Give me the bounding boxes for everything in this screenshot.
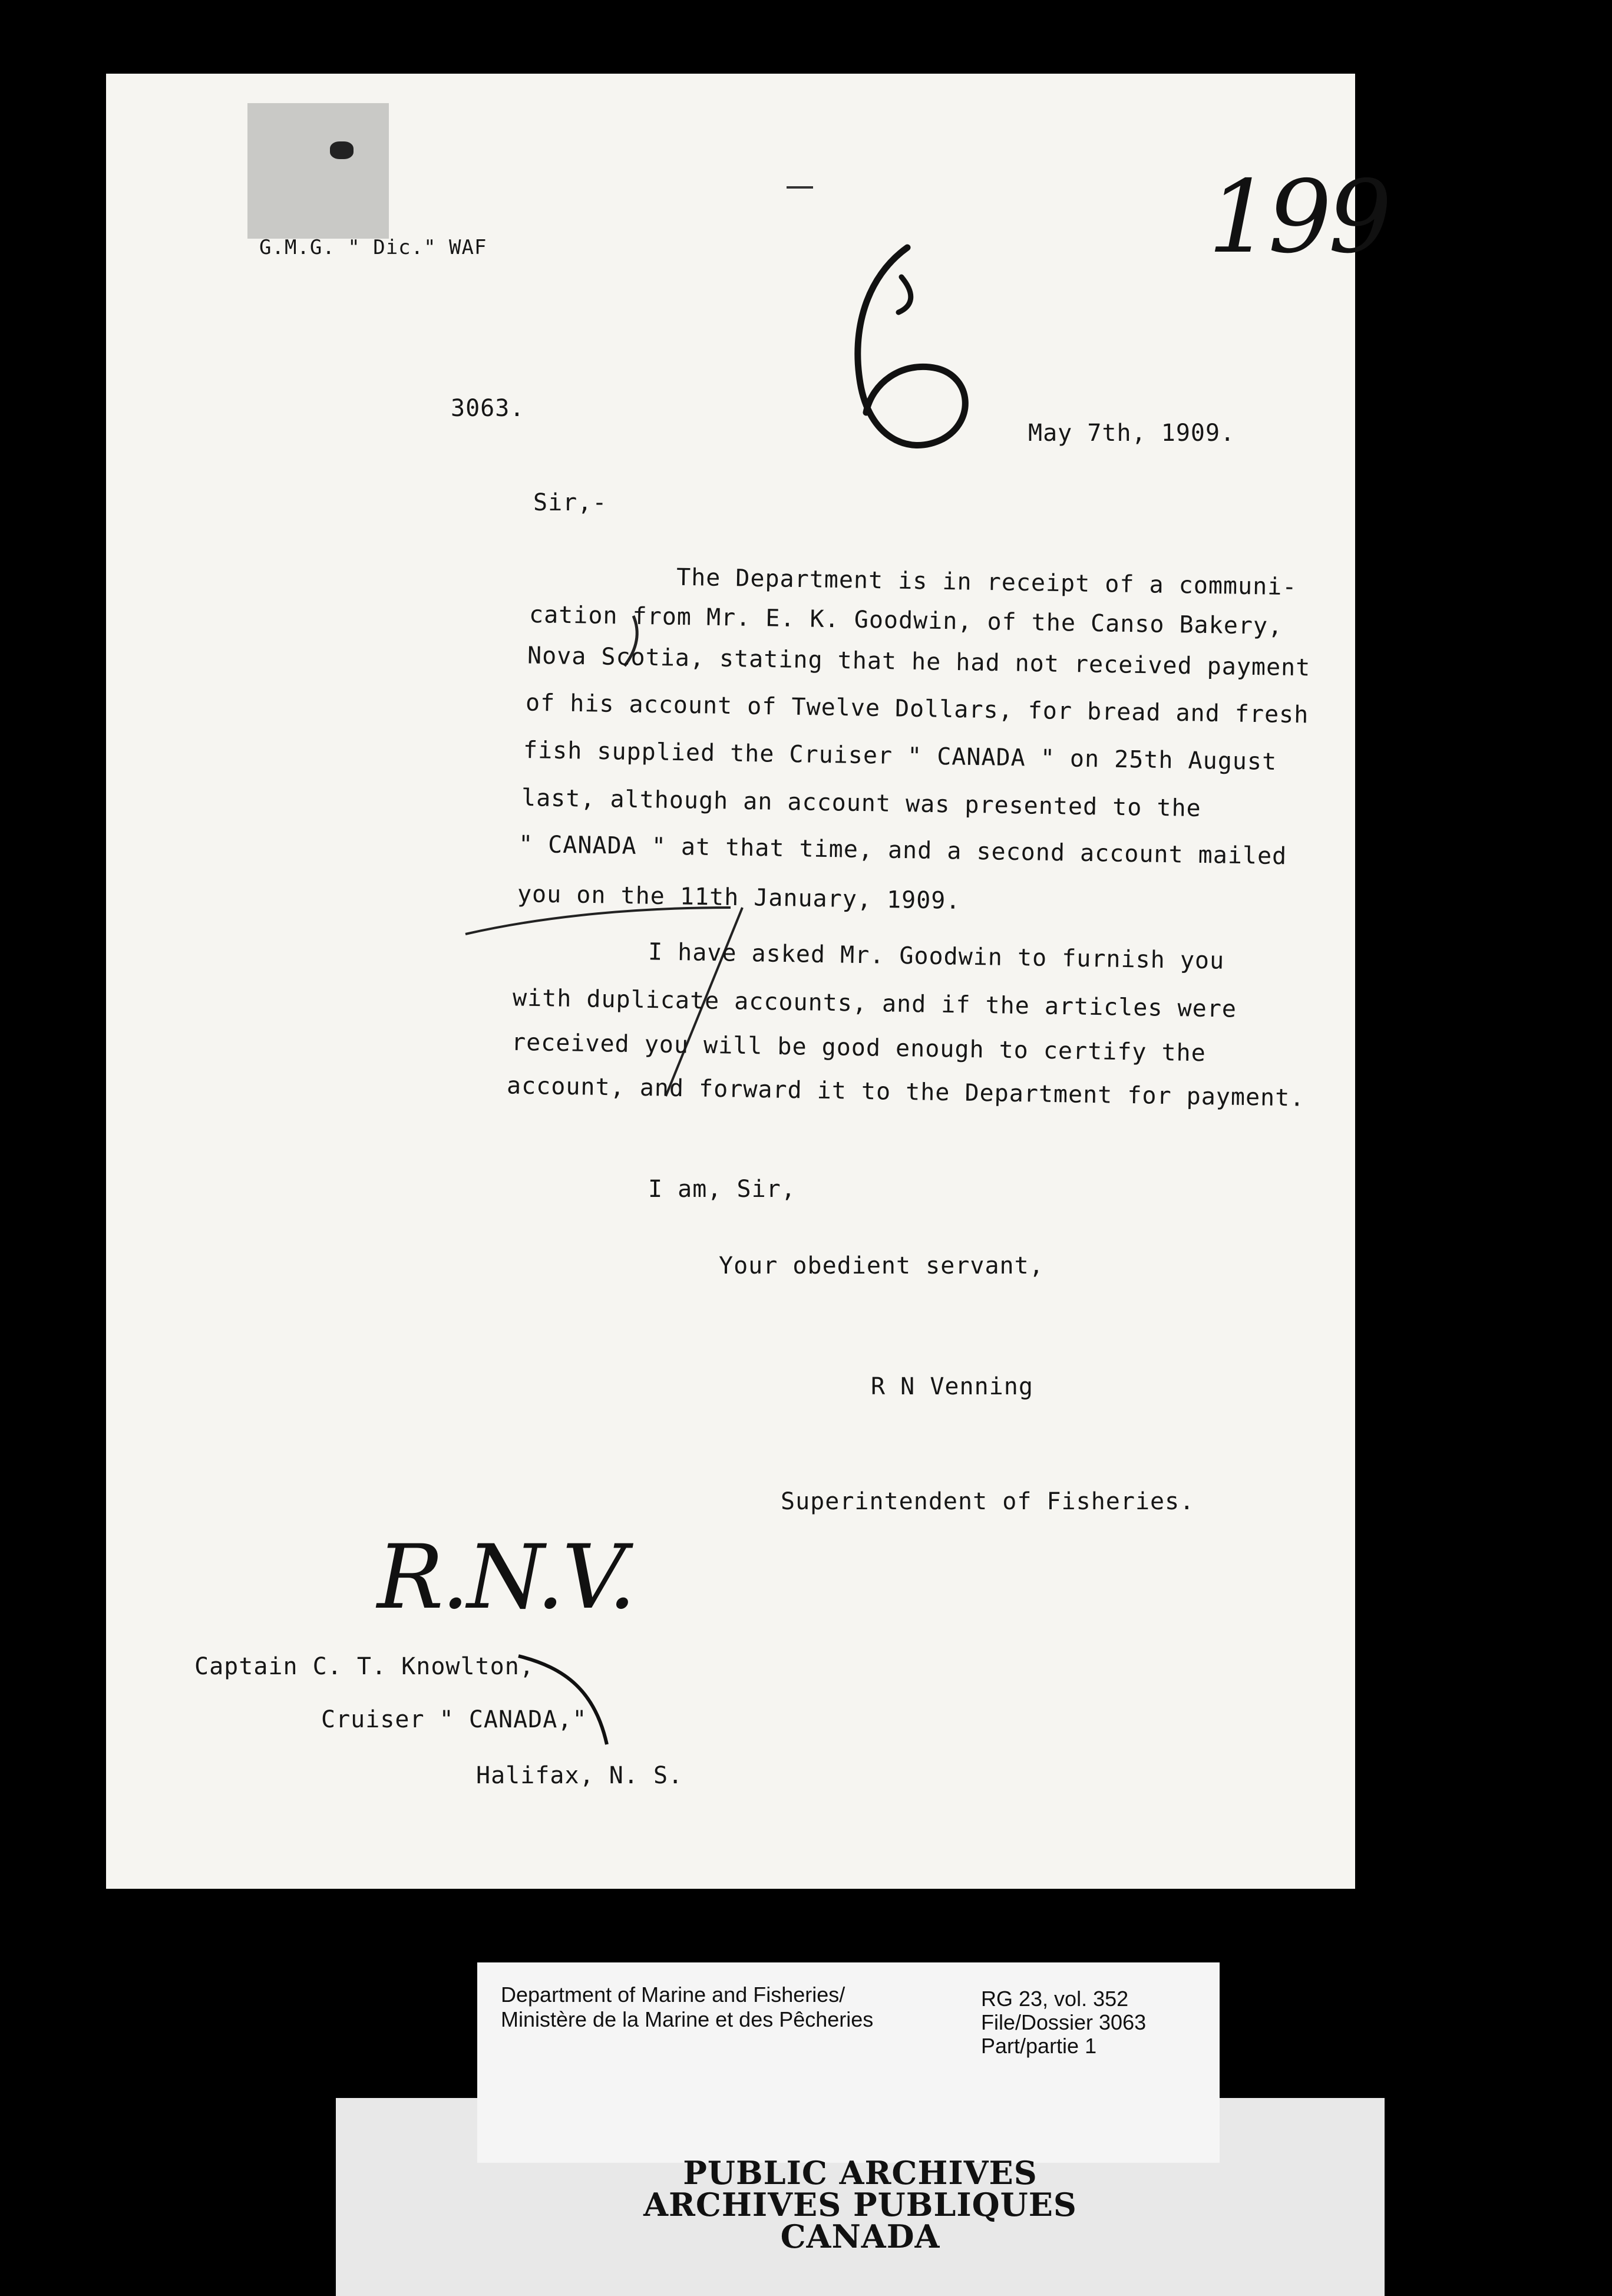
handwritten-six-mark [858,248,965,446]
closing-line: I am, Sir, [648,1176,796,1203]
body-line: fish supplied the Cruiser " CANADA " on 25th August [523,736,1277,776]
file-code: G.M.G. " Dic." WAF [259,236,487,259]
handwritten-initials: R.N.V. [377,1526,634,1629]
archive-reference: Part/partie 1 [981,2034,1097,2058]
archives-stamp-line: ARCHIVES PUBLIQUES [643,2186,1077,2224]
body-line: with duplicate accounts, and if the articles were [512,984,1237,1023]
archives-stamp-line: CANADA [780,2218,940,2255]
typed-signature: R N Venning [871,1373,1033,1400]
department-line: Ministère de la Marine et des Pêcheries [501,2007,874,2031]
body-line: received you will be good enough to certify the [511,1028,1207,1067]
archives-stamp [336,2154,1385,2275]
addressee-line: Cruiser " CANADA," [321,1706,587,1733]
addressee-line: Halifax, N. S. [476,1762,683,1789]
addressee-line: Captain C. T. Knowlton, [194,1653,534,1680]
body-line: I have asked Mr. Goodwin to furnish you [648,938,1225,975]
body-line: you on the 11th January, 1909. [517,880,961,915]
letter-date: May 7th, 1909. [1028,420,1236,447]
body-line: last, although an account was presented to the [521,784,1202,823]
body-line: The Department is in receipt of a communi- [676,563,1297,601]
salutation: Sir,- [533,489,607,516]
reference-number: 3063. [451,395,525,422]
archive-reference: File/Dossier 3063 [981,2010,1147,2034]
archives-stamp-line: PUBLIC ARCHIVES [683,2154,1038,2192]
folio-number: 199 [1208,159,1389,276]
closing-line: Your obedient servant, [719,1252,1044,1279]
body-line: cation from Mr. E. K. Goodwin, of the Canso Bakery, [528,601,1283,641]
archive-reference: RG 23, vol. 352 [981,1987,1129,2011]
body-line: " CANADA " at that time, and a second account mailed [518,830,1287,870]
handwritten-six-tick [899,277,911,312]
body-line: account, and forward it to the Department for payment. [506,1072,1305,1112]
pen-stroke-line [465,908,731,934]
signature-title: Superintendent of Fisheries. [781,1488,1195,1515]
body-line: Nova Scotia, stating that he had not received payment [527,642,1311,682]
department-line: Department of Marine and Fisheries/ [501,1982,845,2007]
body-line: of his account of Twelve Dollars, for bread and fresh [525,689,1309,729]
